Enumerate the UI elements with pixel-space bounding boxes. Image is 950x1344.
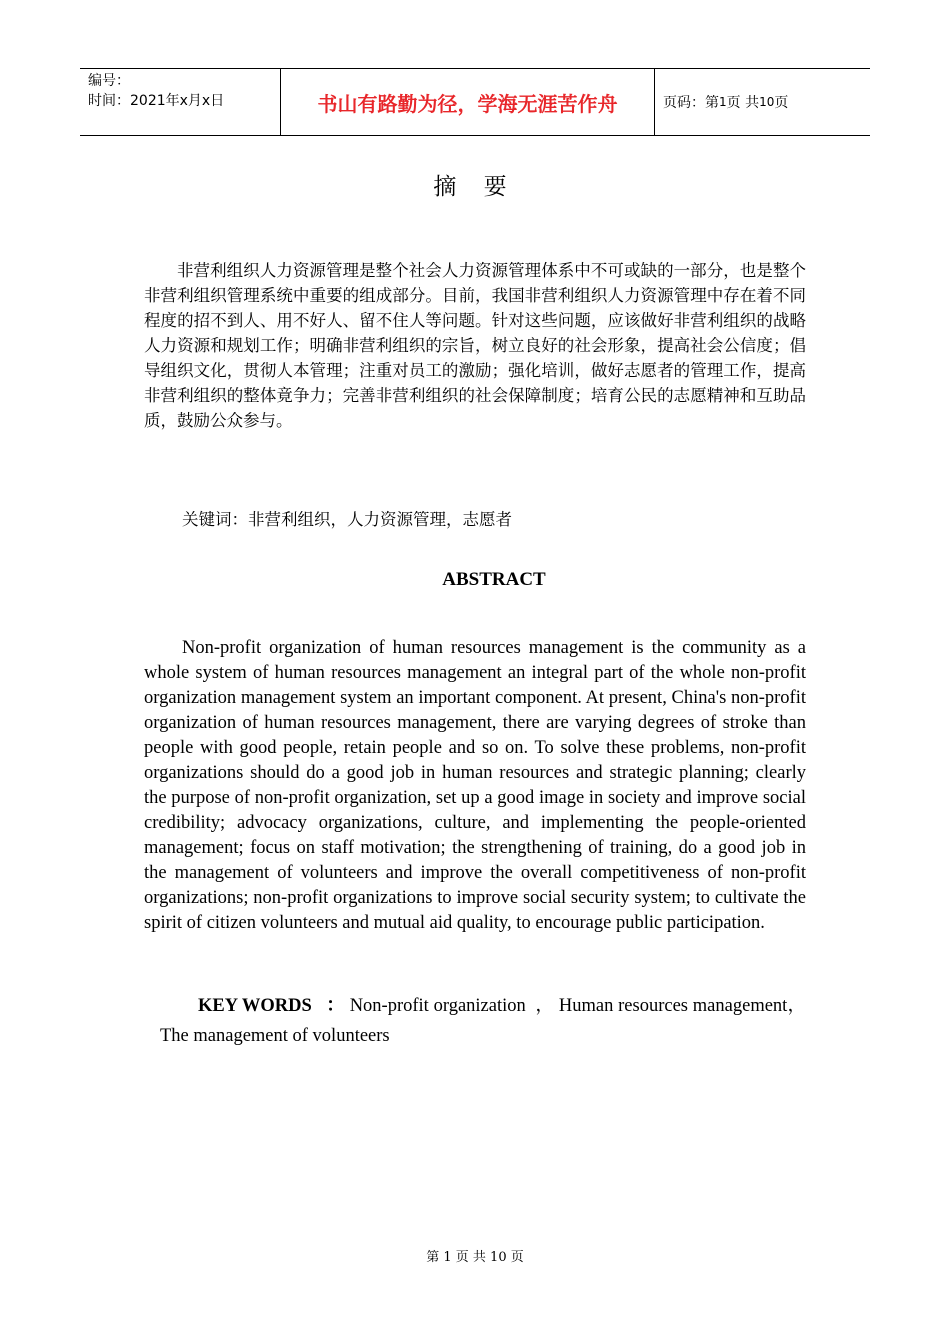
header-page-info	[655, 69, 870, 135]
keywords-label-en: KEY WORDS ：	[198, 996, 345, 1016]
header-motto: 书山有路勤为径，学海无涯苦作舟	[281, 69, 655, 135]
abstract-body-cn: 非营利组织人力资源管理是整个社会人力资源管理体系中不可或缺的一部分，也是整个非营利组织管理系统中重要的组成部分。目前，我国非营利组织人力资源管理中存在着不同程度的招不到人、用不好人、留不住人等问题。针对这些问题，应该做好非营利组织的战略人力资源和规划工作；明确非营利组织的宗旨，树立良好的社会形象，提高社会公信度；倡导组织文化，贯彻人本管理；注重对员工的激励；强化培训，做好志愿者的管理工作，提高非营利组织的整体竟争力；完善非营利组织的社会保障制度；培育公民的志愿精神和互助品质，鼓励公众参与。	[144, 261, 806, 430]
abstract-title-cn: 摘 要	[433, 174, 517, 200]
date-label: 时间：2021年x月x日	[88, 93, 225, 109]
header-meta	[80, 69, 281, 135]
page-footer: 第 1 页 共 10 页	[426, 1250, 524, 1265]
serial-number-label: 编号：	[88, 73, 130, 89]
page-label-mid: 页 共	[726, 95, 760, 111]
keywords-en	[160, 991, 806, 1051]
page-header	[80, 68, 870, 136]
keywords-text-en: Non-profit organization ， Human resources management，The management of volunteers	[160, 996, 806, 1046]
page-label-prefix: 页码：第	[663, 95, 719, 111]
keywords-label-cn: 关键词：	[182, 510, 248, 529]
page-total: 10	[759, 95, 775, 109]
page-current: 1	[719, 95, 727, 109]
page-label-suffix: 页	[774, 95, 789, 111]
abstract-body-en: Non-profit organization of human resources management is the community as a whole system of human resources management an integral part of the whole non-profit organization management system an important component. At present, China's non-profit organization of human resources management, there are varying degrees of stroke than people with good people, retain people and so on. To solve these problems, non-profit organizations should do a good job in human resources and strategic planning; clearly the purpose of non-profit organization, set up a good image in society and improve social credibility; advocacy organizations, culture, and implementing the people-oriented management; focus on staff motivation; the strengthening of training, do a good job in the management of volunteers and improve the overall competitiveness of non-profit organizations; non-profit organizations to improve social security system; to cultivate the spirit of citizen volunteers and mutual aid quality, to encourage public participation.	[144, 638, 806, 933]
keywords-cn	[182, 507, 512, 532]
keywords-text-cn: 非营利组织，人力资源管理，志愿者	[248, 510, 512, 529]
abstract-title-en: ABSTRACT	[442, 569, 546, 590]
